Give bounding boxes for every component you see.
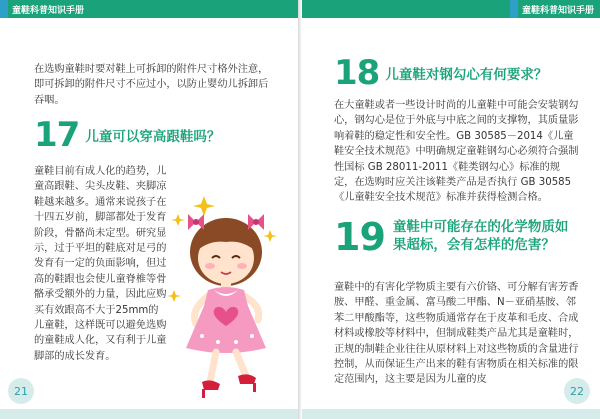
- left-footer-band: [0, 409, 298, 419]
- question-19-heading: [334, 215, 590, 259]
- right-header-tab: [510, 0, 518, 18]
- intro-paragraph: 在选购童鞋时要对鞋上可拆卸的附件尺寸格外注意，即可拆卸的附件尺寸不应过小，以防止婴幼儿拆卸后吞咽。: [34, 64, 269, 106]
- page-number-badge: [564, 378, 590, 404]
- question-number: 18: [334, 53, 380, 93]
- right-page: [302, 0, 600, 419]
- sparkle-icon: [167, 290, 181, 302]
- question-title: 儿童可以穿高跟鞋吗？: [85, 129, 221, 145]
- sparkle-icon: [263, 230, 277, 242]
- left-running-header: 童鞋科普知识手册: [12, 6, 85, 16]
- question-number: 17: [34, 115, 80, 155]
- question-19-body: 童鞋中的有害化学物质主要有六价铬、可分解有害芳香胺、甲醛、重金属、富马酸二甲酯、N－亚硝基胺、邻苯二甲酸酯等，这些物质通常存在于皮革和毛皮、合成材料或橡胶等材料中，但制成鞋类产品尤其是童鞋时，正规的制鞋企业往往从原材料上对这些物质的含量进行控制，从而保证生产出来的鞋有害物质在相关标准的限定范围内，这主要是因为儿童的皮: [334, 282, 579, 386]
- high-heel-shoe-icon: [238, 374, 256, 384]
- page-number-badge: [8, 378, 34, 404]
- question-title: 儿童鞋对钢勾心有何要求？: [385, 67, 548, 83]
- girl-in-high-heels-illustration: [166, 186, 286, 400]
- page-number: 22: [570, 384, 584, 398]
- high-heel-shoe-icon: [202, 380, 220, 390]
- question-number: 19: [334, 215, 385, 259]
- question-18-body: 在大童鞋或者一些设计时尚的儿童鞋中可能会安装钢勾心，钢勾心是位于外底与中底之间的支撑物，其质量影响着鞋的稳定性和安全性。GB 30585－2014《儿童鞋安全技术规范》中明确规定童鞋钢勾心必须符合强制性国标 GB 28011-2011《鞋类钢勾心》标准的规定，在选购时应关注该鞋类产品是否执行 GB 30585《儿童鞋安全技术规范》标准并获得检测合格。: [334, 100, 579, 204]
- left-header-tab: [0, 0, 8, 18]
- question-title: 童鞋中可能存在的化学物质如果超标，会有怎样的危害？: [392, 219, 569, 253]
- page-number: 21: [14, 384, 28, 398]
- sparkle-icon: [171, 214, 185, 226]
- question-17-body: 童鞋目前有成人化的趋势，儿童高跟鞋、尖头皮鞋、夹脚凉鞋越来越多。通常来说孩子在十四五岁前，脚部都处于发育阶段，骨骼尚未定型。研究显示，过于平坦的鞋底对足弓的发育有一定的负面影响，但过高的鞋跟也会使儿童脊椎等骨骼承受额外的力量，因此应购买有效跟高不大于25mm的儿童鞋，这样既可以避免选购的童鞋成人化，又有利于儿童脚部的成长发育。: [34, 166, 167, 362]
- question-18-heading: [334, 53, 590, 93]
- right-running-header: 童鞋科普知识手册: [522, 6, 595, 16]
- right-footer-band: [302, 409, 600, 419]
- question-17-heading: [34, 115, 284, 155]
- left-page: [0, 0, 298, 419]
- sparkle-icon: [193, 196, 215, 216]
